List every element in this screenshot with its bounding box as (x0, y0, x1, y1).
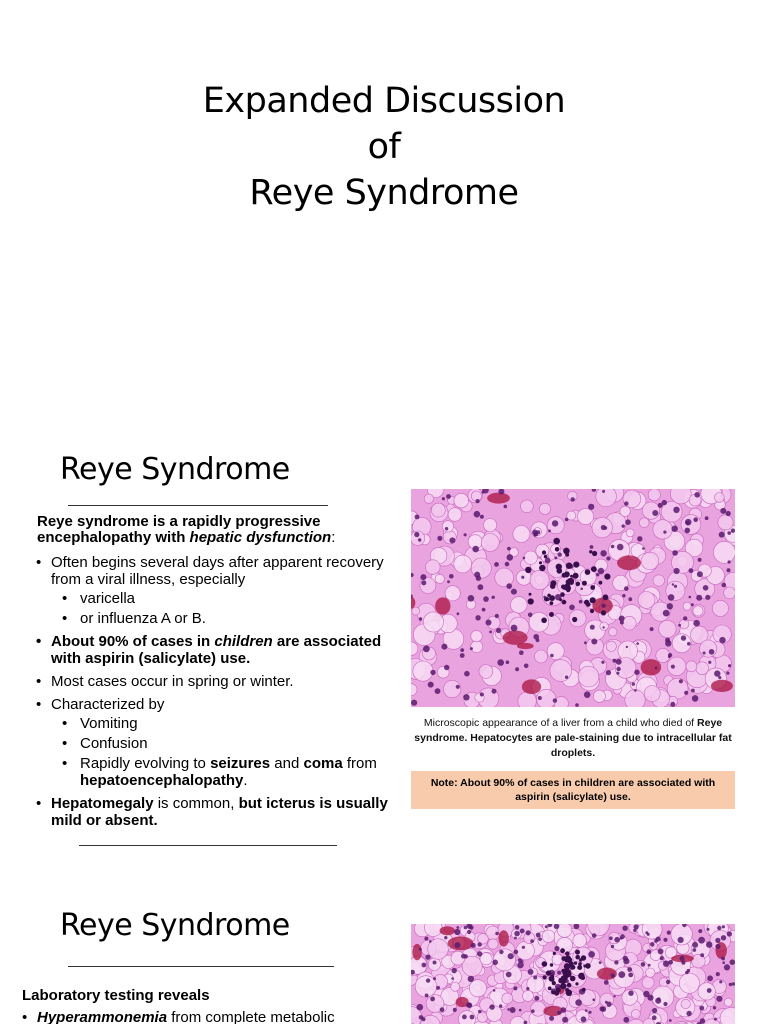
title-divider (68, 505, 328, 506)
bullet-item (32, 633, 392, 667)
slide-title: Reye Syndrome (60, 452, 290, 487)
bullet-item: • Most cases occur in spring or winter. (32, 673, 392, 690)
bullet-item (32, 795, 392, 829)
title-divider (68, 966, 334, 967)
intro-bold: Reye syndrome is a rapidly progressive encephalopathy with (37, 513, 321, 546)
sub-bullet-text: from (342, 755, 377, 772)
lab-heading: Laboratory testing reveals (22, 987, 210, 1004)
sub-bullet-bold: coma (303, 755, 343, 772)
sub-bullet-list (51, 590, 392, 627)
liver-histology-image (411, 489, 735, 707)
bullet-list (32, 554, 392, 835)
liver-histology-image (411, 924, 735, 1024)
sub-bullet-list (51, 715, 392, 789)
intro-end: : (331, 529, 336, 546)
caption-text: Microscopic appearance of a liver from a child who died of (423, 717, 698, 729)
bullet-item (32, 696, 392, 789)
sub-bullet-item (51, 755, 392, 789)
lab-bullet-list (22, 1009, 402, 1024)
liver-histology-graphic (411, 924, 735, 1024)
bullet-text: from complete metabolic (167, 1009, 335, 1024)
bullet-text: Characterized by (51, 696, 165, 713)
main-title-line-2: of (367, 127, 401, 167)
sub-bullet-text: Rapidly evolving to (80, 755, 211, 772)
main-title-line-1: Expanded Discussion (202, 81, 566, 121)
intro-text (37, 514, 382, 546)
sub-bullet-item: • varicella (51, 590, 392, 607)
caption-bold: . Hepatocytes are pale-staining due to intracellular fat droplets. (464, 732, 732, 759)
lab-slide (0, 860, 768, 1024)
main-title (0, 78, 768, 216)
bullet-text: is common, (153, 795, 239, 812)
sub-bullet-text: . (243, 772, 248, 789)
bottom-divider (79, 845, 337, 846)
liver-histology-graphic (411, 489, 735, 707)
intro-italic: hepatic dysfunction (189, 529, 332, 546)
sub-bullet-item: • or influenza A or B. (51, 610, 392, 627)
sub-bullet-item: • Vomiting (51, 715, 392, 732)
image-caption (411, 716, 735, 761)
bullet-bold: but icterus is usually mild or absent. (51, 795, 388, 829)
note-box (411, 771, 735, 809)
sub-bullet-bold: seizures (210, 755, 271, 772)
caption-bold: Reye syndrome (414, 717, 723, 744)
sub-bullet-bold: hepatoencephalopathy (80, 772, 244, 789)
bullet-item (22, 1009, 402, 1024)
title-slide (0, 0, 768, 420)
bullet-text: are associated with aspirin (salicylate) use. (51, 633, 382, 667)
overview-slide (0, 420, 768, 860)
main-title-line-3: Reye Syndrome (249, 173, 519, 213)
bullet-text: About 90% of cases in (51, 633, 215, 650)
bullet-italic: children (214, 633, 273, 650)
slide-title: Reye Syndrome (60, 908, 290, 943)
bullet-bold-italic: Hyperammonemia (37, 1009, 168, 1024)
sub-bullet-text: and (270, 755, 304, 772)
sub-bullet-item: • Confusion (51, 735, 392, 752)
bullet-bold: Hepatomegaly (51, 795, 154, 812)
bullet-item (32, 554, 392, 627)
bullet-text: Often begins several days after apparent recovery from a viral illness, especially (51, 554, 384, 588)
note-text: Note: About 90% of cases in children are associated with aspirin (salicylate) use. (430, 777, 716, 803)
